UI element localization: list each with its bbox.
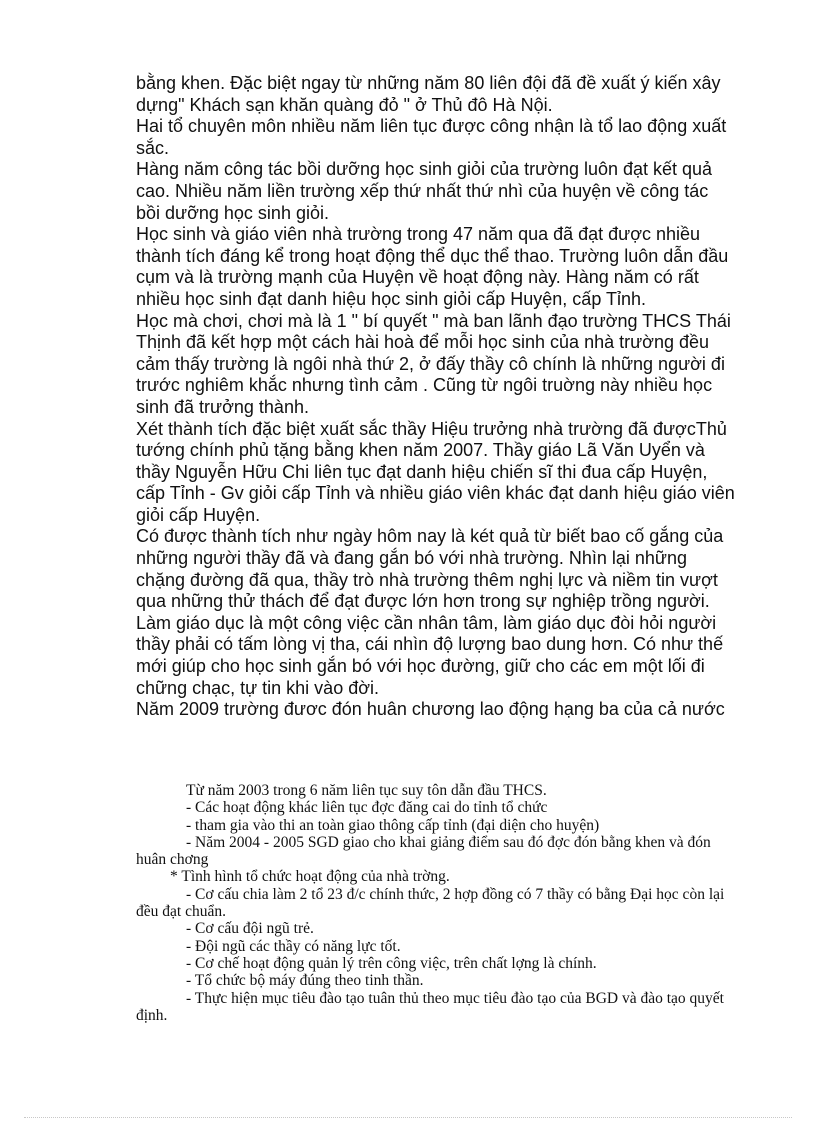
serif-line-hosted-events: - Các hoạt động khác liên tục đợc đăng cai do tỉnh tổ chức	[186, 799, 548, 817]
document-body-serif	[136, 782, 736, 1024]
paragraph-excellent-groups: Hai tổ chuyên môn nhiều năm liên tục được công nhận là tổ lao động xuất sắc.	[136, 116, 727, 158]
serif-line-organization-heading: * Tình hình tổ chức hoạt động của nhà trờng.	[170, 868, 450, 886]
paragraph-education-mission: Làm giáo dục là một công việc cần nhân tâm, làm giáo dục đòi hỏi người thầy phải có tấm lòng vị tha, cái nhìn độ lượng bao dung hơn. Có như thế mới giúp cho học sinh gắn bó với học đường, giữ cho các em một lối đi chững chạc, tự tin khi vào đời.	[136, 612, 724, 698]
document-body-sans	[136, 73, 736, 721]
serif-line-young-staff: - Cơ cấu đội ngũ trẻ.	[186, 920, 314, 938]
serif-line-apparatus: - Tổ chức bộ máy đúng theo tinh thần.	[186, 972, 424, 990]
page-bottom-divider	[24, 1117, 792, 1118]
paragraph-gifted-students: Hàng năm công tác bồi dưỡng học sinh giỏi của trường luôn đạt kết quả cao. Nhiều năm liền trường xếp thứ nhất thứ nhì của huyện về công tác bồi dưỡng học sinh giỏi.	[136, 159, 713, 223]
paragraph-achievements: Có được thành tích như ngày hôm nay là két quả từ biết bao cố gắng của những người thầy đã và đang gắn bó với nhà trường. Nhìn lại những chặng đường đã qua, thầy trò nhà trường thêm nghị lực và niềm tin vượt qua những thử thách để đạt được lớn hơn trong sự nghiệp trồng người.	[136, 526, 724, 612]
paragraph-learning-playing: Học mà chơi, chơi mà là 1 " bí quyết " mà ban lãnh đạo trường THCS Thái Thịnh đã kết hợp một cách hài hoà để mỗi học sinh của nhà trường đều cảm thấy trường là ngôi nhà thứ 2, ở đấy thầy cô chính là những người đi trước nghiêm khắc nhưng tình cảm . Cũng từ ngôi truờng này nhiều học sinh đã trưởng thành.	[136, 310, 731, 417]
serif-line-opening-ceremony: - Năm 2004 - 2005 SGD giao cho khai giảng điểm sau đó đợc đón bằng khen và đón huân chơng	[136, 833, 711, 869]
serif-line-training-goals: - Thực hiện mục tiêu đào tạo tuân thủ theo mục tiêu đào tạo của BGD và đào tạo quyết định.	[136, 989, 724, 1024]
serif-line-traffic-safety: - tham gia vào thi an toàn giao thông cấp tỉnh (đại diện cho huyện)	[186, 816, 600, 834]
serif-line-structure: - Cơ cấu chia làm 2 tổ 23 đ/c chính thức, 2 hợp đồng có 7 thầy có bằng Đại học còn lại đều đạt chuẩn.	[136, 885, 725, 921]
serif-line-capable-teachers: - Đội ngũ các thầy có năng lực tốt.	[186, 937, 401, 955]
serif-line-management: - Cơ chế hoạt động quản lý trên công việc, trên chất lợng là chính.	[186, 954, 597, 972]
paragraph-sports: Học sinh và giáo viên nhà trường trong 47 năm qua đã đạt được nhiều thành tích đáng kể trong hoạt động thể dục thể thao. Trường luôn dẫn đầu cụm và là trường mạnh của Huyện về hoạt động này. Hàng năm có rất nhiều học sinh đạt danh hiệu học sinh giỏi cấp Huyện, cấp Tỉnh.	[136, 224, 729, 309]
serif-line-leading-years: Từ năm 2003 trong 6 năm liên tục suy tôn dẫn đầu THCS.	[186, 782, 547, 799]
paragraph-principal-award: Xét thành tích đặc biệt xuất sắc thầy Hiệu trưởng nhà trường đã đượcThủ tướng chính phủ tặng bằng khen năm 2007. Thầy giáo Lã Văn Uyển và thầy Nguyễn Hữu Chi liên tục đạt danh hiệu chiến sĩ thi đua cấp Huyện, cấp Tỉnh - Gv giỏi cấp Tỉnh và nhiều giáo viên khác đạt danh hiệu giáo viên giỏi cấp Huyện.	[136, 418, 735, 525]
paragraph-award-hotel: bằng khen. Đặc biệt ngay từ những năm 80 liên đội đã đề xuất ý kiến xây dựng" Khách sạn khăn quàng đỏ " ở Thủ đô Hà Nội.	[136, 73, 721, 115]
paragraph-labor-medal: Năm 2009 trường đươc đón huân chương lao động hạng ba của cả nước	[136, 699, 725, 720]
